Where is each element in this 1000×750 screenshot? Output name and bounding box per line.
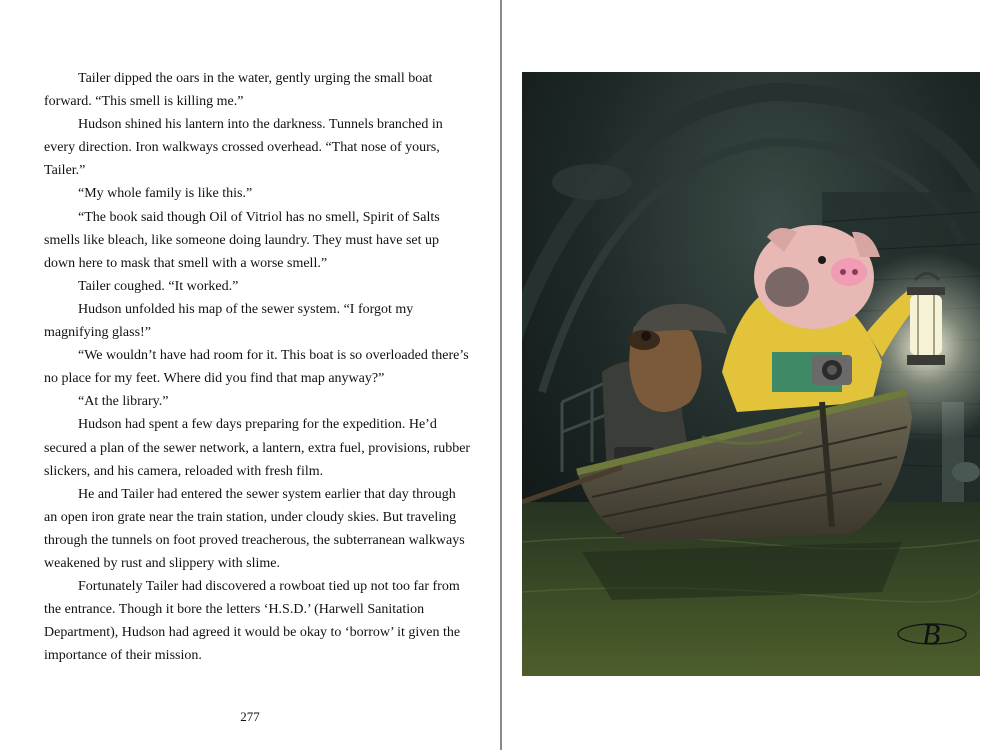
- paragraph: “We wouldn’t have had room for it. This boat is so overloaded there’s no place for my feet. Where did you find that map anyway?”: [44, 348, 469, 387]
- paragraph: “At the library.”: [78, 394, 169, 410]
- page-text: [44, 67, 472, 667]
- paragraph: Fortunately Tailer had discovered a rowboat tied up not too far from the entrance. Though it bore the letters ‘H.S.D.’ (Harwell Sanitation Department), Hudson had agreed it would be okay to ‘borrow’ it given the importance of their mission.: [44, 579, 461, 664]
- paragraph: “My whole family is like this.”: [78, 186, 253, 202]
- lantern: [907, 274, 945, 366]
- paragraph: Tailer dipped the oars in the water, gently urging the small boat forward. “This smell is killing me.”: [44, 71, 433, 110]
- paragraph: “The book said though Oil of Vitriol has no smell, Spirit of Salts smells like bleach, like someone doing laundry. They must have set up down here to mask that smell with a worse smell.”: [44, 209, 440, 271]
- paragraph: Hudson unfolded his map of the sewer system. “I forgot my magnifying glass!”: [44, 301, 414, 341]
- signature-text: B: [922, 618, 941, 651]
- illustration: [522, 72, 980, 676]
- page-number: 277: [240, 709, 260, 724]
- paragraph: Hudson shined his lantern into the darkness. Tunnels branched in every direction. Iron walkways crossed overhead. “That nose of yours, Tailer.”: [44, 117, 443, 179]
- paragraph: Tailer coughed. “It worked.”: [78, 278, 239, 294]
- paragraph: He and Tailer had entered the sewer system earlier that day through an open iron grate near the train station, under cloudy skies. But traveling through the tunnels on foot proved treacherous, the subterranean walkways weakened by rust and slippery with slime.: [44, 486, 465, 571]
- paragraph: Hudson had spent a few days preparing for the expedition. He’d secured a plan of the sewer network, a lantern, extra fuel, provisions, rubber slickers, and his camera, reloaded with fresh film.: [44, 417, 471, 479]
- sewer-boat-illustration: [522, 72, 980, 676]
